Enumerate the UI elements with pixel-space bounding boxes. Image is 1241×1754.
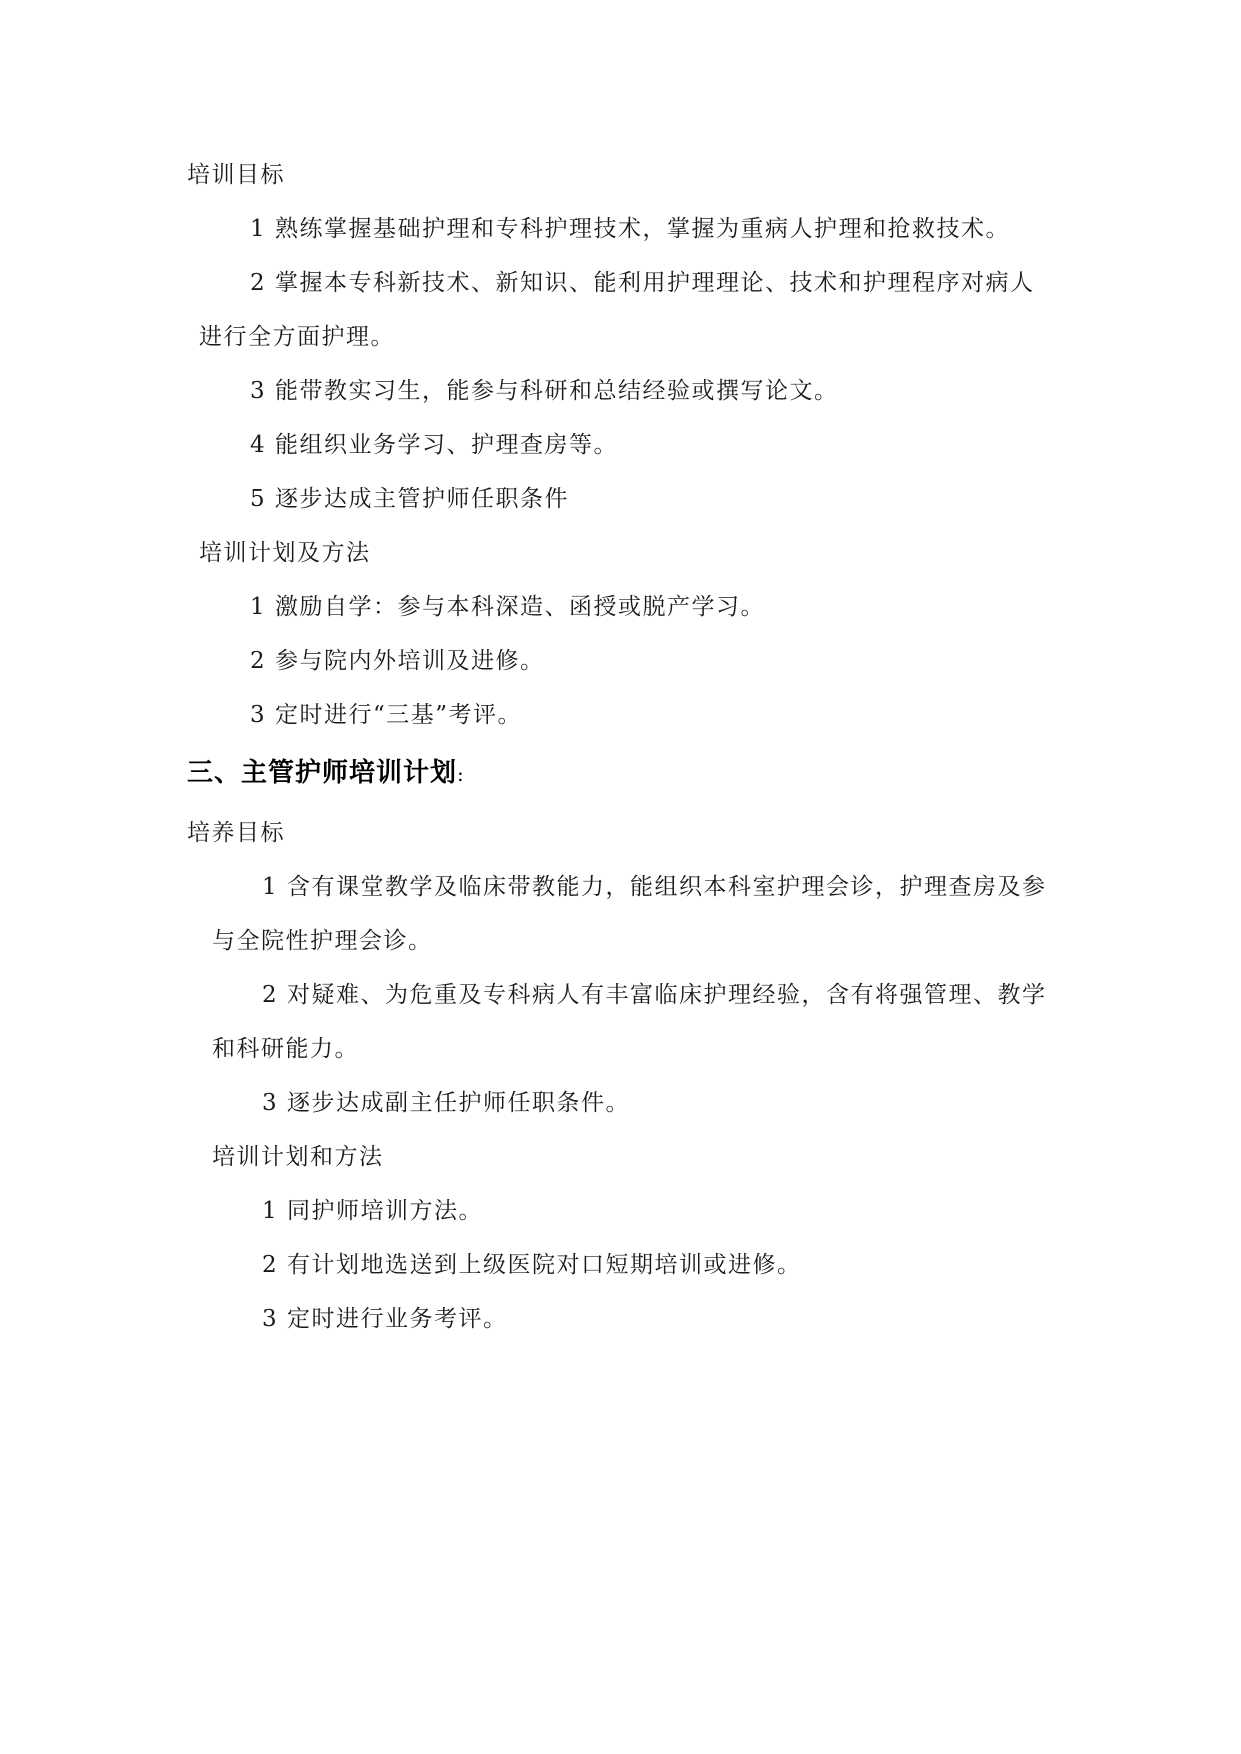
section-3-plan-item: 1 同护师培训方法。	[262, 1198, 483, 1224]
section-2-goal-item: 5 逐步达成主管护师任职条件	[250, 486, 569, 512]
section-3-plan-title: 培训计划和方法	[212, 1144, 384, 1170]
section-2-goal-item-continued: 进行全方面护理。	[199, 324, 395, 350]
section-3-goal-title: 培养目标	[187, 820, 285, 846]
section-3-plan-item: 3 定时进行业务考评。	[262, 1306, 508, 1332]
section-2-goal-item: 1 熟练掌握基础护理和专科护理技术，掌握为重病人护理和抢救技术。	[250, 216, 1010, 242]
section-3-goal-item: 2 对疑难、为危重及专科病人有丰富临床护理经验，含有将强管理、教学	[262, 982, 1047, 1008]
section-3-heading-colon: :	[457, 762, 465, 786]
section-3-goal-item-continued: 和科研能力。	[212, 1036, 359, 1062]
section-3-goal-item: 3 逐步达成副主任护师任职条件。	[262, 1090, 630, 1116]
section-3-heading	[187, 756, 465, 791]
section-2-goal-title: 培训目标	[187, 162, 285, 188]
section-3-goal-item-continued: 与全院性护理会诊。	[212, 928, 433, 954]
section-2-goal-item: 2 掌握本专科新技术、新知识、能利用护理理论、技术和护理程序对病人	[250, 270, 1035, 296]
section-2-goal-item: 4 能组织业务学习、护理查房等。	[250, 432, 618, 458]
section-3-heading-text: 三、主管护师培训计划	[187, 758, 458, 788]
section-2-plan-item: 2 参与院内外培训及进修。	[250, 648, 545, 674]
section-3-plan-item: 2 有计划地选送到上级医院对口短期培训或进修。	[262, 1252, 802, 1278]
section-2-goal-item: 3 能带教实习生，能参与科研和总结经验或撰写论文。	[250, 378, 839, 404]
section-2-plan-item: 1 激励自学：参与本科深造、函授或脱产学习。	[250, 594, 765, 620]
section-2-plan-item: 3 定时进行“三基”考评。	[250, 702, 522, 728]
section-2-plan-title: 培训计划及方法	[199, 540, 371, 566]
section-3-goal-item: 1 含有课堂教学及临床带教能力，能组织本科室护理会诊，护理查房及参	[262, 874, 1047, 900]
